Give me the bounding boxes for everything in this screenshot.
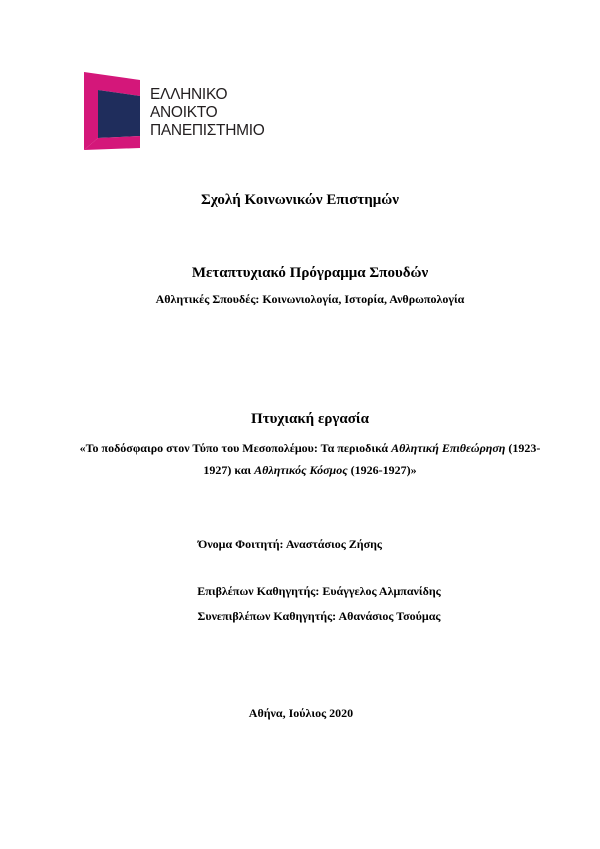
logo-line-2: ΑΝΟΙΚΤΟ [150,104,218,121]
logo-line-1: ΕΛΛΗΝΙΚΟ [150,86,228,103]
thesis-title-italic-1: Αθλητική Επιθεώρηση [391,441,506,455]
thesis-title-part-3: (1926-1927)» [347,463,417,477]
place-date: Αθήνα, Ιούλιος 2020 [248,706,354,720]
thesis-label: Πτυχιακή εργασία [251,411,369,427]
thesis-title [70,437,550,481]
thesis-title-part-1: «Το ποδόσφαιρο στον Τύπο του Μεσοπολέμου: Τα περιοδικά [79,441,392,455]
supervisor-name: Επιβλέπων Καθηγητής: Ευάγγελος Αλμπανίδης [197,584,441,598]
logo-emblem-icon [84,72,148,150]
thesis-title-part-2: (1923-1927) και [203,441,541,477]
logo-line-3: ΠΑΝΕΠΙΣΤΗΜΙΟ [150,122,265,139]
student-name: Όνομα Φοιτητή: Αναστάσιος Ζήσης [197,537,382,551]
cosupervisor-name: Συνεπιβλέπων Καθηγητής: Αθανάσιος Τσούμας [197,609,441,623]
faculty-name: Σχολή Κοινωνικών Επιστημών [201,192,399,208]
logo-wordmark [150,86,264,140]
thesis-title-italic-2: Αθλητικός Κόσμος [254,463,348,477]
program-specialty: Αθλητικές Σπουδές: Κοινωνιολογία, Ιστορία, Ανθρωπολογία [155,292,465,306]
program-name: Μεταπτυχιακό Πρόγραμμα Σπουδών [191,265,429,281]
university-logo [84,72,274,150]
